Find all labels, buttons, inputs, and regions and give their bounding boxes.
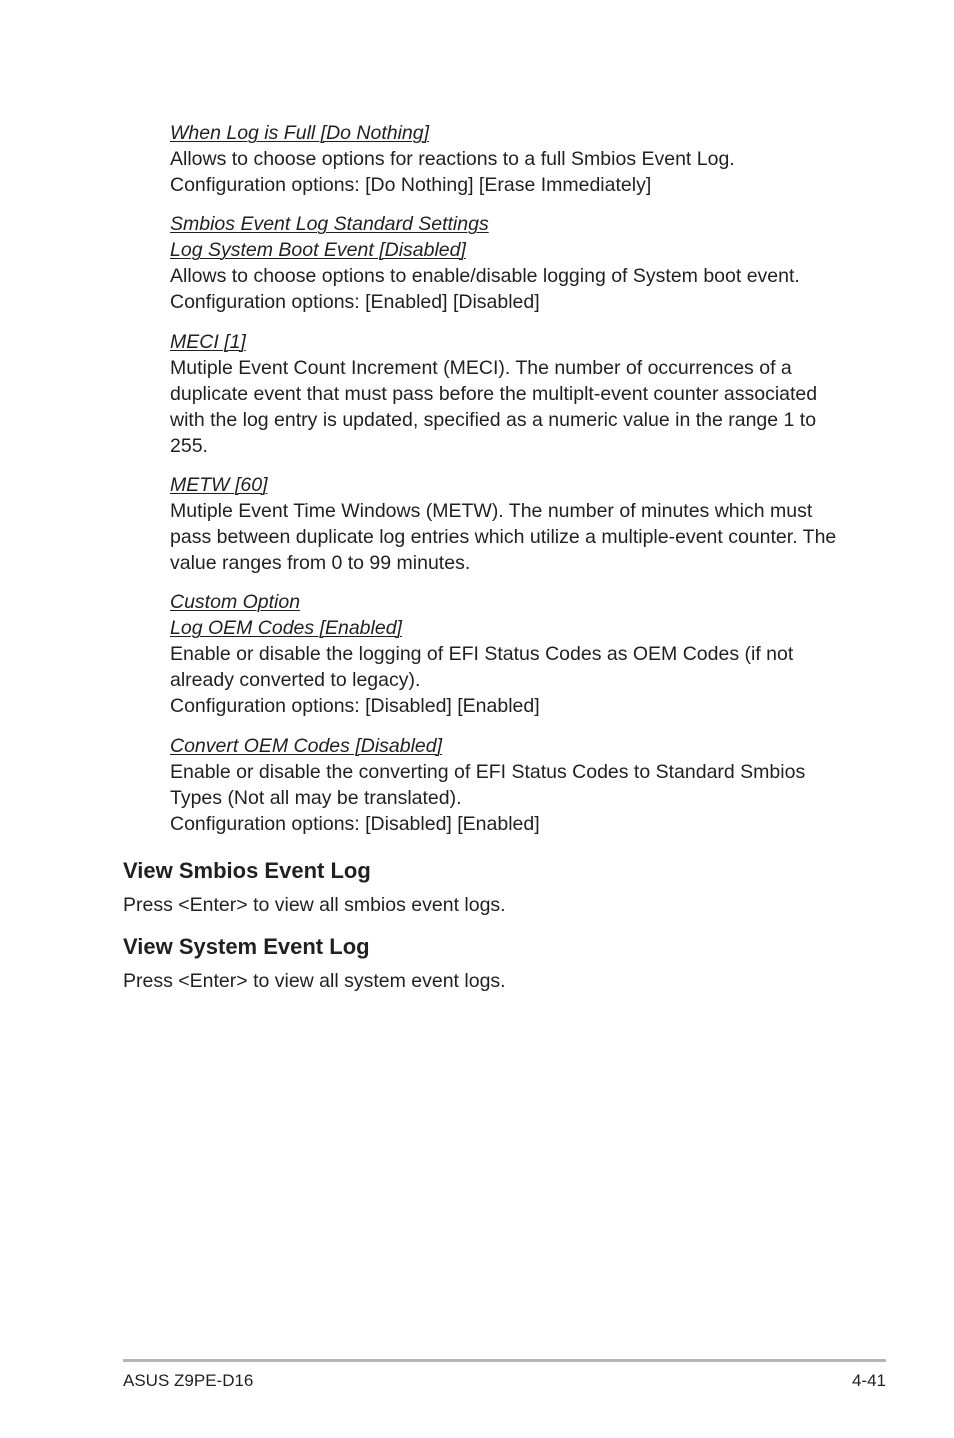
item-line: Configuration options: [Do Nothing] [Erase Immediately] bbox=[170, 174, 652, 196]
section-heading: View System Event Log bbox=[123, 934, 370, 959]
item-title: MECI [1] bbox=[170, 331, 246, 353]
section-view-smbios-event-log bbox=[123, 857, 843, 918]
item-line: Types (Not all may be translated). bbox=[170, 787, 462, 809]
item-group-title: Smbios Event Log Standard Settings bbox=[170, 213, 489, 235]
item-title: METW [60] bbox=[170, 474, 268, 496]
item-line: Mutiple Event Count Increment (MECI). The number of occurrences of a bbox=[170, 357, 792, 379]
item-title: Convert OEM Codes [Disabled] bbox=[170, 735, 443, 757]
footer-divider bbox=[123, 1359, 886, 1362]
section-view-system-event-log bbox=[123, 933, 843, 994]
item-meci bbox=[170, 329, 850, 459]
item-line: value ranges from 0 to 99 minutes. bbox=[170, 552, 471, 574]
item-title: Log OEM Codes [Enabled] bbox=[170, 617, 402, 639]
item-line: Enable or disable the converting of EFI Status Codes to Standard Smbios bbox=[170, 761, 806, 783]
item-line: Configuration options: [Disabled] [Enabled] bbox=[170, 695, 540, 717]
footer-product-name: ASUS Z9PE-D16 bbox=[123, 1371, 254, 1390]
item-log-system-boot-event bbox=[170, 211, 850, 315]
item-line: with the log entry is updated, specified as a numeric value in the range 1 to bbox=[170, 409, 817, 431]
item-line: Configuration options: [Enabled] [Disabled] bbox=[170, 291, 540, 313]
item-line: Mutiple Event Time Windows (METW). The number of minutes which must bbox=[170, 500, 813, 522]
item-title: When Log is Full [Do Nothing] bbox=[170, 122, 430, 144]
item-group-title: Custom Option bbox=[170, 591, 301, 613]
item-line: Allows to choose options for reactions to a full Smbios Event Log. bbox=[170, 148, 735, 170]
section-heading: View Smbios Event Log bbox=[123, 858, 371, 883]
footer-page-number: 4-41 bbox=[851, 1371, 886, 1390]
item-line: Allows to choose options to enable/disable logging of System boot event. bbox=[170, 265, 800, 287]
item-title: Log System Boot Event [Disabled] bbox=[170, 239, 466, 261]
section-text: Press <Enter> to view all smbios event logs. bbox=[123, 894, 506, 916]
item-log-oem-codes bbox=[170, 589, 850, 719]
item-line: 255. bbox=[170, 435, 208, 457]
item-line: Configuration options: [Disabled] [Enabled] bbox=[170, 813, 540, 835]
item-line: already converted to legacy). bbox=[170, 669, 421, 691]
item-line: pass between duplicate log entries which utilize a multiple-event counter. The bbox=[170, 526, 837, 548]
section-text: Press <Enter> to view all system event logs. bbox=[123, 970, 506, 992]
item-line: duplicate event that must pass before the multiplt-event counter associated bbox=[170, 383, 818, 405]
item-line: Enable or disable the logging of EFI Status Codes as OEM Codes (if not bbox=[170, 643, 794, 665]
item-convert-oem-codes bbox=[170, 733, 850, 837]
item-when-log-is-full bbox=[170, 120, 850, 198]
item-metw bbox=[170, 472, 850, 576]
